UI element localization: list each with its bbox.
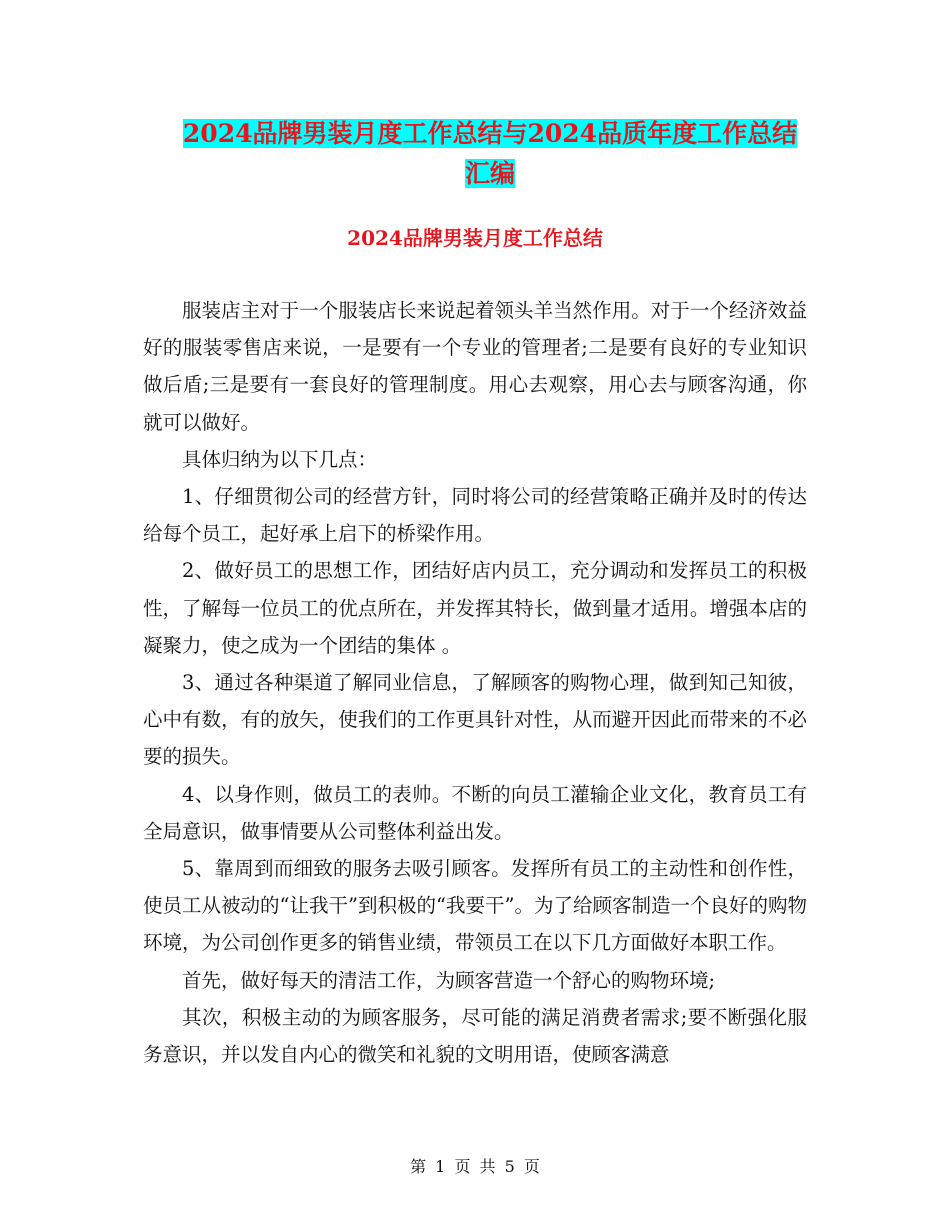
page-footer: 第 1 页 共 5 页 (410, 1157, 540, 1176)
document-body (143, 292, 807, 1073)
section-title: 2024品牌男装月度工作总结 (347, 226, 603, 250)
paragraph: 首先，做好每天的清洁工作，为顾客营造一个舒心的购物环境; (182, 968, 716, 992)
document-title-line1: 2024品牌男装月度工作总结与2024品质年度工作总结 (182, 119, 798, 148)
document-title (130, 114, 850, 194)
paragraph: 4、以身作则，做员工的表帅。不断的向员工灌输企业文化，教育员工有全局意识，做事情要从公司整体利益出发。 (143, 782, 807, 843)
paragraph: 具体归纳为以下几点： (182, 447, 378, 471)
paragraph: 5、靠周到而细致的服务去吸引顾客。发挥所有员工的主动性和创作性，使员工从被动的“让我干”到积极的“我要干”。为了给顾客制造一个良好的购物环境，为公司创作更多的销售业绩，带领员工在以下几方面做好本职工作。 (143, 857, 807, 955)
paragraph: 其次，积极主动的为顾客服务，尽可能的满足消费者需求;要不断强化服务意识，并以发自内心的微笑和礼貌的文明用语，使顾客满意 (143, 1005, 807, 1067)
paragraph: 1、仔细贯彻公司的经营方针，同时将公司的经营策略正确并及时的传达给每个员工，起好承上启下的桥梁作用。 (143, 485, 807, 546)
document-title-line2: 汇编 (464, 159, 515, 188)
paragraph: 服装店主对于一个服装店长来说起着领头羊当然作用。对于一个经济效益好的服装零售店来说，一是要有一个专业的管理者;二是要有良好的专业知识做后盾;三是要有一套良好的管理制度。用心去观察，用心去与顾客沟通，你就可以做好。 (143, 299, 807, 434)
paragraph: 2、做好员工的思想工作，团结好店内员工，充分调动和发挥员工的积极性，了解每一位员工的优点所在，并发挥其特长，做到量才适用。增强本店的凝聚力，使之成为一个团结的集体 。 (143, 559, 807, 657)
paragraph: 3、通过各种渠道了解同业信息，了解顾客的购物心理，做到知己知彼，心中有数，有的放矢，使我们的工作更具针对性，从而避开因此而带来的不必要的损失。 (143, 671, 807, 769)
